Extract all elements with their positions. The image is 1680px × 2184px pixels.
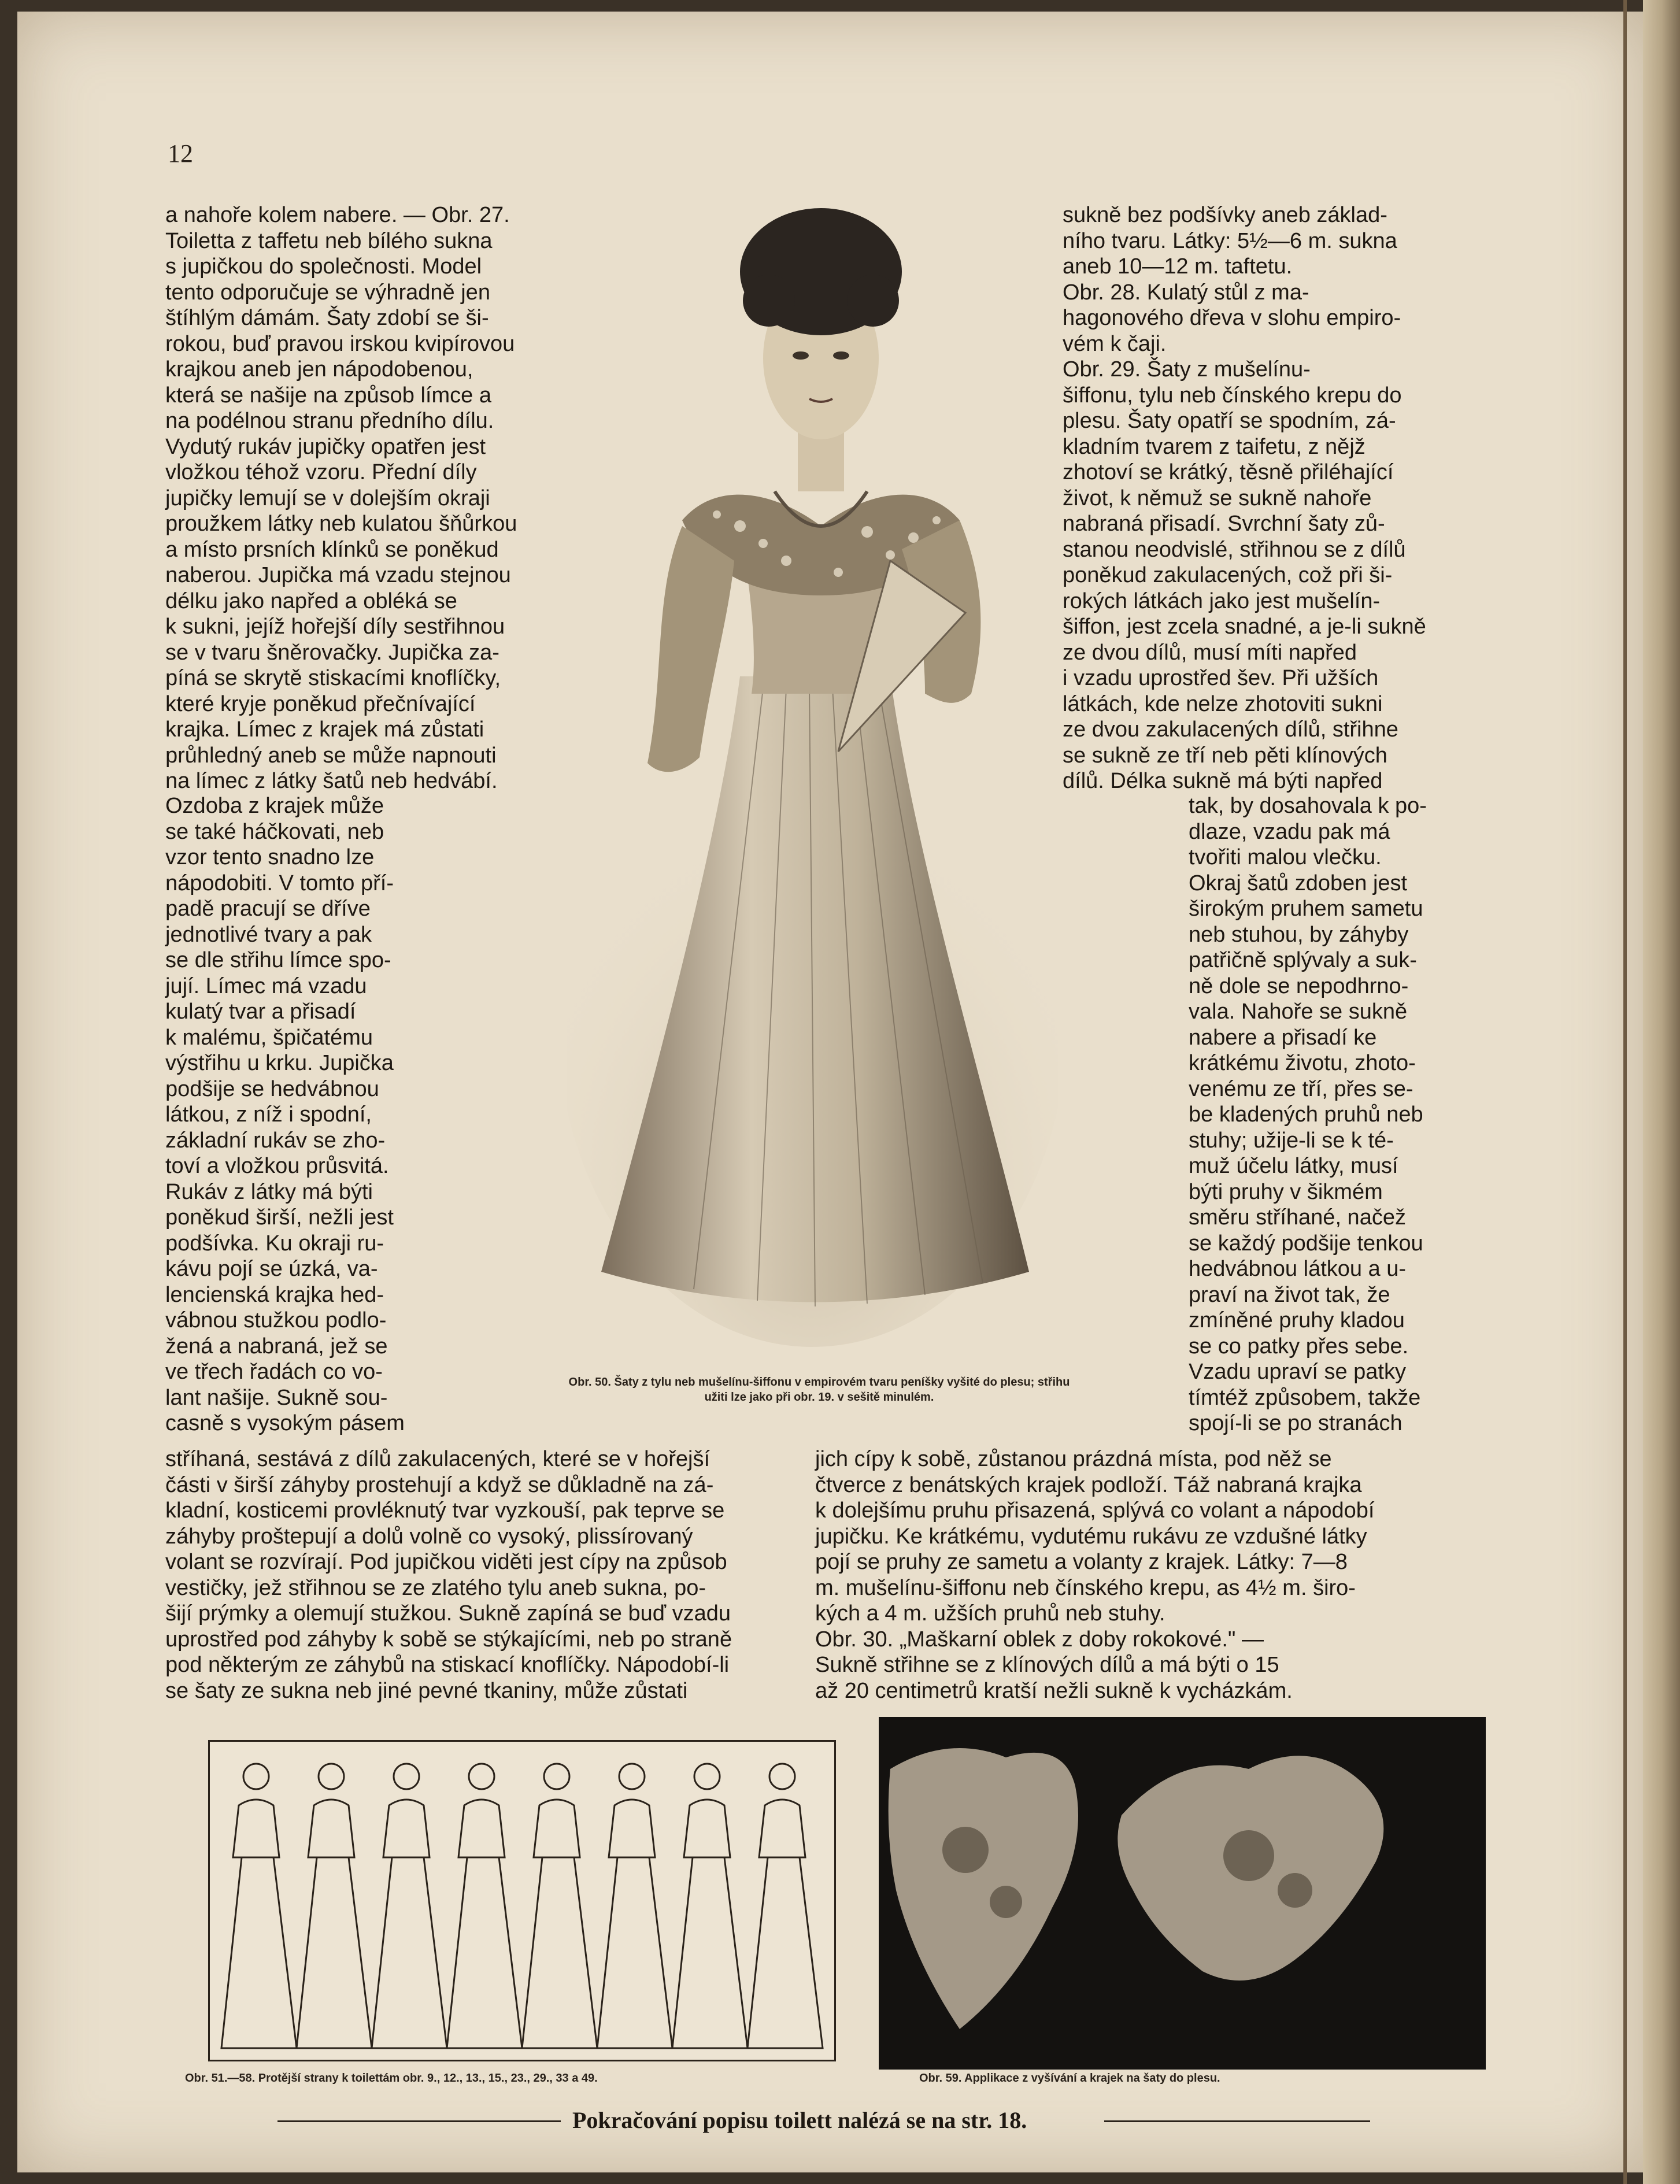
bottom-left-text: stříhaná, sestává z dílů zakulacených, které se v hořejší části v širší záhyby prostehují a když se důkladně na zá- kladní, kosticemi provléknutý tvar vyzkouší, pak teprve se záhyby proštepují a dolů volně co vysoký, plissírovaný volant se rozvírají. Pod jupičkou viděti jest cípy na způsob vestičky, jež střihnou se ze zlatého tylu aneb sukna, po- šijí prýmky a olemují stužkou. Sukně zapíná se buď vzadu uprostřed pod záhyby k sobě se stýkajícími, neb po straně pod některým ze záhybů na stiskací knoflíčky. Nápodobí-li se šaty ze sukna neb jiné pevné tkaniny, může zůstati (165, 1447, 732, 1703)
lace-caption: Obr. 59. Applikace z vyšívání a krajek na šaty do plesu. (919, 2072, 1220, 2085)
right-column-narrow-text: tak, by dosahovala k po- dlaze, vzadu pak má tvořiti malou vlečku. Okraj šatů zdoben jest širokým pruhem sametu neb stuhou, by záhyby patřičně splývaly a suk- ně dole se nepodhrno- vala. Nahoře se sukně nabere a přisadí ke krátkému životu, zhoto- venému ze tří, přes se- be kladených pruhů neb stuhy; užije-li se k té- muž účelu látky, musí býti pruhy v šikmém směru stříhané, načež se každý podšije tenkou hedvábnou látkou a u- praví na život tak, že zmíněné pruhy kladou se co patky přes sebe. Vzadu upraví se patky tímtéž způsobem, takže spojí-li se po stranách (1189, 794, 1427, 1435)
page-edge (1643, 0, 1680, 2184)
lace-applique-figure (879, 1717, 1486, 2070)
ball-gown-illustration (567, 156, 1058, 1347)
page-number: 12 (168, 139, 193, 168)
sketches-caption: Obr. 51.—58. Protější strany k toilettám obr. 9., 12., 13., 15., 23., 29., 33 a 49. (185, 2072, 598, 2085)
main-figure-caption: Obr. 50. Šaty z tylu neb mušelínu-šiffonu v empirovém tvaru peníšky vyšité do plesu; střihu užiti lze jako při obr. 19. v sešitě minulém. (568, 1376, 1070, 1404)
footer-rule-right (1104, 2120, 1370, 2122)
right-column-text: sukně bez podšívky aneb základ- ního tvaru. Látky: 5½—6 m. sukna aneb 10—12 m. taftetu. Obr. 28. Kulatý stůl z ma- hagonového dřeva v slohu empiro- vém k čaji. Obr. 29. Šaty z mušelínu- šiffonu, tylu neb čínského krepu do plesu. Šaty opatří se spodním, zá- kladním tvarem z taifetu, z nějž zhotoví se krátký, těsně přiléhající život, k němuž se sukně nahoře nabraná přisadí. Svrchní šaty zů- stanou neodvislé, střihnou se z dílů poněkud zakulacených, což při ši- rokých látkách jako jest mušelín- šiffon, jest zcela snadné, a je-li sukně ze dvou dílů, musí míti napřed i vzadu uprostřed šev. Při užších látkách, kde nelze zhotoviti sukni ze dvou zakulacených dílů, střihne se sukně ze tří neb pěti klínových dílů. Délka sukně má býti napřed (1063, 203, 1426, 793)
left-column-text: a nahoře kolem nabere. — Obr. 27. Toiletta z taffetu neb bílého sukna s jupičkou do společnosti. Model tento odporučuje se výhradně jen štíhlým dámám. Šaty zdobí se ši- rokou, buď pravou irskou kvipírovou krajkou aneb jen nápodobenou, která se našije na způsob límce a na podélnou stranu předního dílu. Vydutý rukáv jupičky opatřen jest vložkou téhož vzoru. Přední díly jupičky lemují se v dolejším okraji proužkem látky neb kulatou šňůrkou a místo prsních klínků se poněkud naberou. Jupička má vzadu stejnou délku jako napřed a obléká se k sukni, jejíž hořejší díly sestřihnou se v tvaru šněrovačky. Jupička za- píná se skrytě stiskacími knoflíčky, které kryje poněkud přečnívající krajka. Límec z krajek má zůstati průhledný aneb se může napnouti na límec z látky šatů neb hedvábí. (165, 203, 517, 793)
bottom-right-text: jich cípy k sobě, zůstanou prázdná místa, pod něž se čtverce z benátských krajek podloží. Táž nabraná krajka k dolejšímu pruhu přisazená, splývá co volant a nápodobí jupičku. Ke krátkému, vydutému rukávu ze vzdušné látky pojí se pruhy ze sametu a volanty z krajek. Látky: 7—8 m. mušelínu-šiffonu neb čínského krepu, as 4½ m. širo- kých a 4 m. užších pruhů neb stuhy. Obr. 30. „Maškarní oblek z doby rokokové." — Sukně střihne se z klínových dílů a má býti o 15 až 20 centimetrů kratší nežli sukně k vycházkám. (815, 1447, 1375, 1703)
continuation-note: Pokračování popisu toilett nalézá se na str. 18. (572, 2107, 1027, 2133)
dress-sketches-figure (208, 1740, 836, 2061)
magazine-page (17, 12, 1643, 2172)
binding-edge (1623, 0, 1627, 2184)
left-column-narrow-text: Ozdoba z krajek může se také háčkovati, neb vzor tento snadno lze nápodobiti. V tomto pří- padě pracují se dříve jednotlivé tvary a pak se dle střihu límce spo- jují. Límec má vzadu kulatý tvar a přisadí k malému, špičatému výstřihu u krku. Jupička podšije se hedvábnou látkou, z níž i spodní, základní rukáv se zho- toví a vložkou průsvitá. Rukáv z látky má býti poněkud širší, nežli jest podšívka. Ku okraji ru- kávu pojí se úzká, va- lencienská krajka hed- vábnou stužkou podlo- žená a nabraná, jež se ve třech řadách co vo- lant našije. Sukně sou- casně s vysokým pásem (165, 794, 405, 1435)
footer-rule-left (277, 2120, 561, 2122)
